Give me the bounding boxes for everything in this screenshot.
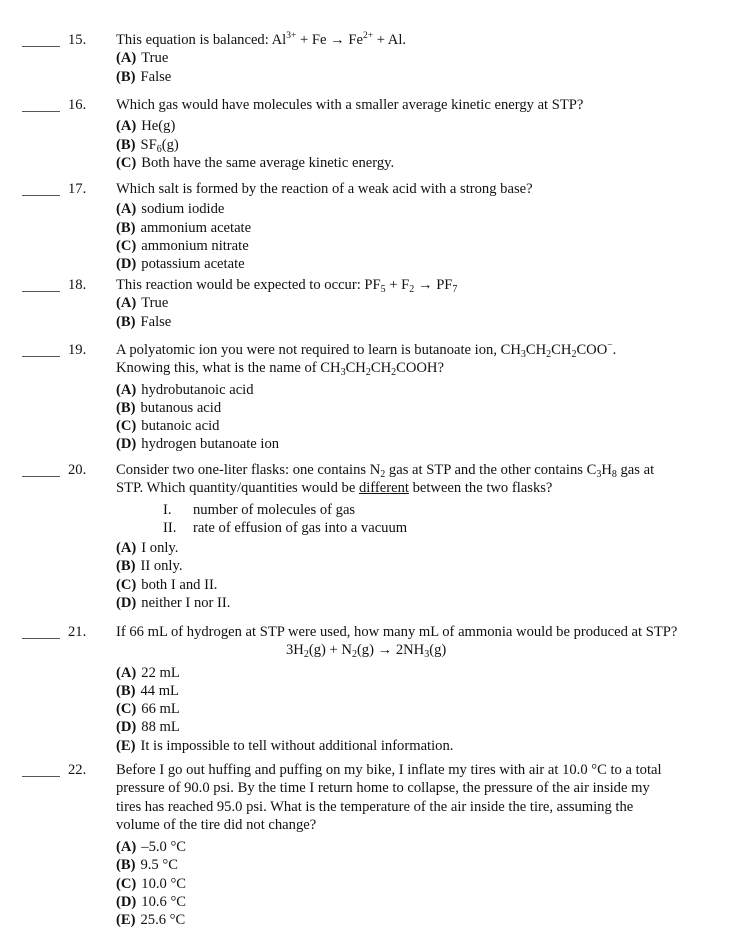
answer-blank[interactable] — [22, 638, 60, 639]
option-a[interactable]: (A) He(g) — [116, 118, 176, 135]
option-d[interactable]: (D) 88 mL — [116, 719, 180, 736]
answer-blank[interactable] — [22, 476, 60, 477]
option-a[interactable]: (A) –5.0 °C — [116, 839, 187, 856]
question-body — [116, 761, 736, 930]
question-number: 20. — [68, 462, 87, 478]
question-stem-line-1: Before I go out huffing and puffing on my bike, I inflate my tires with air at 10.0 °C to a total — [116, 762, 662, 778]
option-d[interactable]: (D) potassium acetate — [116, 256, 245, 273]
option-b[interactable]: (B) ammonium acetate — [116, 219, 252, 236]
answer-blank[interactable] — [22, 195, 60, 196]
question-number: 21. — [68, 624, 87, 640]
option-c[interactable]: (C) both I and II. — [116, 576, 218, 593]
question-stem-line-2: STP. Which quantity/quantities would be different between the two flasks? — [116, 480, 553, 497]
option-c[interactable]: (C) Both have the same average kinetic energy. — [116, 154, 395, 171]
option-a[interactable]: (A) True — [116, 50, 169, 67]
answer-blank[interactable] — [22, 291, 60, 292]
question-stem-line-3: tires has reached 95.0 psi. What is the temperature of the air inside the tire, assuming the — [116, 798, 634, 815]
question-body — [116, 180, 736, 273]
answer-blank[interactable] — [22, 111, 60, 112]
option-b[interactable]: (B) $SF_6(g)$ — [116, 136, 179, 155]
question-stem: Which gas would have molecules with a smaller average kinetic energy at STP? — [116, 97, 584, 113]
question-stem: Which salt is formed by the reaction of a weak acid with a strong base? — [116, 181, 533, 197]
question-stem-line-2: pressure of 90.0 psi. By the time I return home to collapse, the pressure of the air inside my — [116, 780, 650, 797]
option-b[interactable]: (B) 9.5 °C — [116, 857, 178, 874]
option-a[interactable]: (A) 22 mL — [116, 664, 180, 681]
question-stem: This equation is balanced: $Al^{3+} + Fe \to Fe^{2+} + Al$. — [116, 31, 407, 48]
option-c[interactable]: (C) butanoic acid — [116, 418, 220, 435]
question-number: 22. — [68, 762, 87, 778]
option-a[interactable]: (A) True — [116, 295, 169, 312]
answer-blank[interactable] — [22, 776, 60, 777]
question-stem-line-4: volume of the tire did not change? — [116, 816, 317, 833]
roman-item-2: II. rate of effusion of gas into a vacuum — [163, 519, 408, 536]
option-c[interactable]: (C) ammonium nitrate — [116, 237, 249, 254]
option-c[interactable]: (C) 66 mL — [116, 701, 180, 718]
reaction-equation: $3H_2(g) + N_2(g) \to 2NH_3(g)$ — [286, 642, 447, 661]
question-body — [116, 31, 736, 86]
option-b[interactable]: (B) False — [116, 68, 172, 85]
answer-blank[interactable] — [22, 356, 60, 357]
option-b[interactable]: (B) II only. — [116, 558, 183, 575]
question-body — [116, 276, 736, 331]
question-stem-line-1: Consider two one-liter flasks: one contains $N_2$ gas at STP and the other contains $C_3H_8$ gas at — [116, 462, 655, 480]
option-e[interactable]: (E) 25.6 °C — [116, 912, 186, 929]
option-d[interactable]: (D) 10.6 °C — [116, 894, 187, 911]
option-c[interactable]: (C) 10.0 °C — [116, 875, 187, 892]
option-b[interactable]: (B) 44 mL — [116, 682, 179, 699]
question-number: 17. — [68, 181, 87, 197]
option-d[interactable]: (D) hydrogen butanoate ion — [116, 436, 280, 453]
question-body — [116, 461, 736, 612]
question-body — [116, 623, 736, 755]
roman-item-1: I. number of molecules of gas — [163, 501, 356, 518]
question-stem-line-1: A polyatomic ion you were not required to learn is butanoate ion, $CH_3CH_2CH_2COO^-$. — [116, 341, 617, 360]
question-stem: This reaction would be expected to occur: $PF_5 + F_2 \to PF_7$ — [116, 277, 458, 295]
question-number: 19. — [68, 342, 87, 358]
question-body — [116, 96, 736, 172]
question-stem: If 66 mL of hydrogen at STP were used, how many mL of ammonia would be produced at STP? — [116, 624, 678, 640]
question-number: 18. — [68, 277, 87, 293]
question-number: 16. — [68, 97, 87, 113]
option-d[interactable]: (D) neither I nor II. — [116, 595, 231, 612]
option-a[interactable]: (A) I only. — [116, 540, 179, 557]
option-b[interactable]: (B) butanous acid — [116, 399, 222, 416]
underlined-emphasis: different — [358, 480, 409, 497]
option-a[interactable]: (A) hydrobutanoic acid — [116, 381, 254, 398]
option-a[interactable]: (A) sodium iodide — [116, 201, 225, 218]
answer-blank[interactable] — [22, 46, 60, 47]
question-stem-line-2: Knowing this, what is the name of $CH_3CH_2CH_2COOH$? — [116, 360, 444, 379]
question-number: 15. — [68, 32, 87, 48]
option-e[interactable]: (E) It is impossible to tell without additional information. — [116, 737, 454, 754]
option-b[interactable]: (B) False — [116, 313, 172, 330]
question-body — [116, 341, 736, 454]
